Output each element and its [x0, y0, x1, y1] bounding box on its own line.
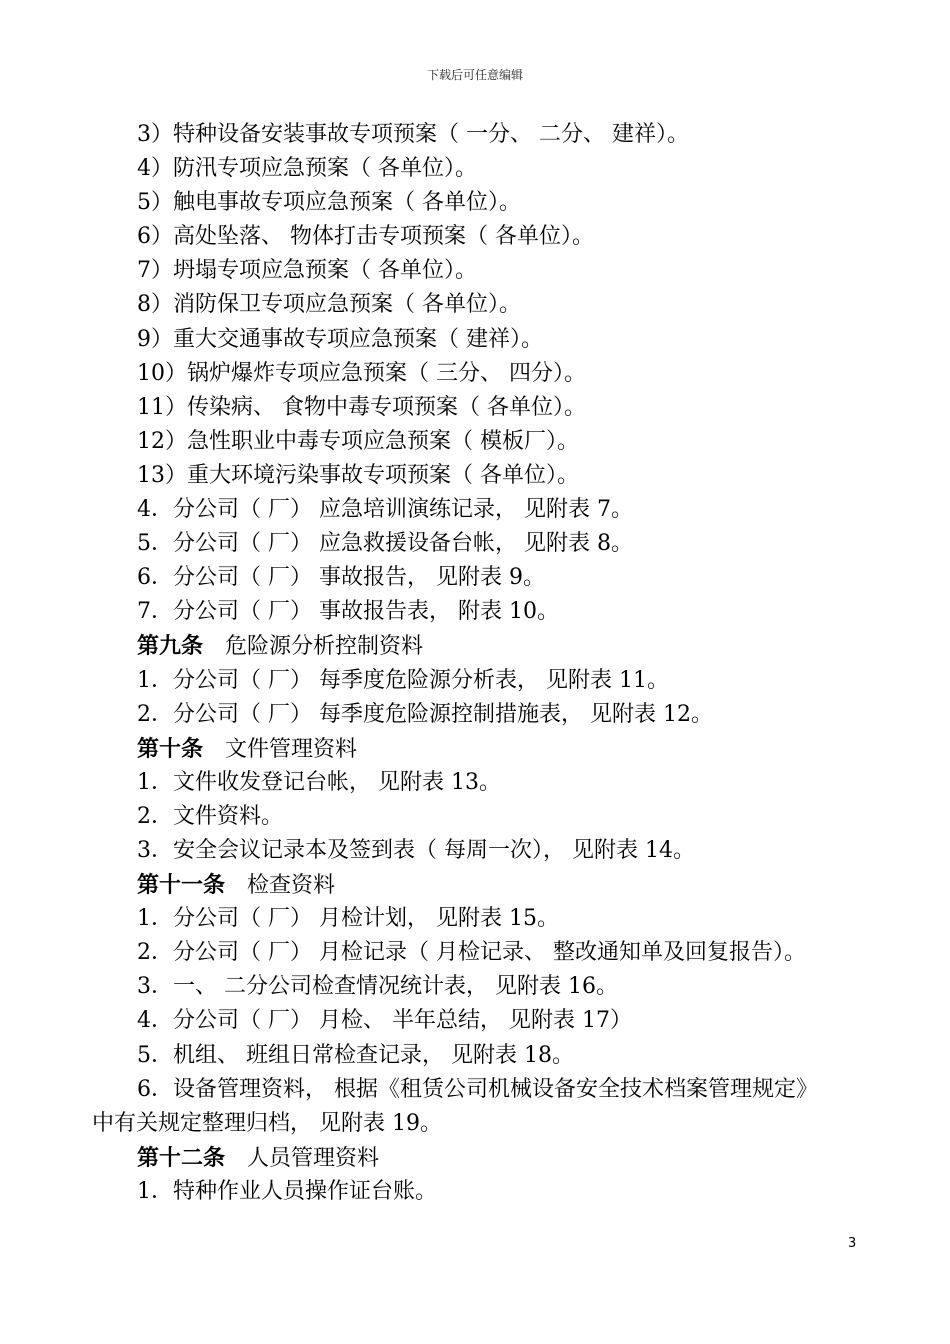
section-title: 危险源分析控制资料 — [225, 634, 424, 660]
list-item: 7．分公司（ 厂） 事故报告表， 附表 10。 — [137, 599, 559, 625]
section-label: 第十条 — [137, 735, 204, 762]
list-item: 1．特种作业人员操作证台账。 — [137, 1178, 437, 1204]
list-item-continuation: 中有关规定整理归档， 见附表 19。 — [92, 1110, 442, 1136]
list-item: 5．分公司（ 厂） 应急救援设备台帐， 见附表 8。 — [137, 531, 633, 557]
section-label: 第十二条 — [137, 1144, 226, 1171]
list-item: 13）重大环境污染事故专项预案（ 各单位）。 — [137, 462, 579, 488]
list-item: 1．文件收发登记台帐， 见附表 13。 — [137, 769, 501, 795]
list-item: 7）坍塌专项应急预案（ 各单位）。 — [137, 258, 477, 284]
list-item: 10）锅炉爆炸专项应急预案（ 三分、 四分）。 — [137, 360, 586, 386]
list-item: 3．安全会议记录本及签到表（ 每周一次）， 见附表 14。 — [137, 837, 695, 863]
list-item-continued: 6．设备管理资料， 根据《租赁公司机械设备安全技术档案管理规定》 — [137, 1076, 818, 1102]
list-item: 3．一、 二分公司检查情况统计表， 见附表 16。 — [137, 974, 618, 1000]
page-header: 下载后可任意编辑 — [426, 68, 523, 82]
section-title: 检查资料 — [247, 873, 336, 899]
section-heading-12 — [92, 1141, 842, 1175]
list-item: 3）特种设备安装事故专项预案（ 一分、 二分、 建祥）。 — [137, 122, 689, 147]
list-item: 1．分公司（ 厂） 月检计划， 见附表 15。 — [137, 906, 559, 932]
list-item: 8）消防保卫专项应急预案（ 各单位）。 — [137, 292, 521, 318]
list-item: 6）高处坠落、 物体打击专项预案（ 各单位）。 — [137, 224, 594, 250]
list-item: 4．分公司（ 厂） 应急培训演练记录， 见附表 7。 — [137, 497, 633, 523]
list-item: 1．分公司（ 厂） 每季度危险源分析表， 见附表 11。 — [137, 667, 669, 693]
list-item: 6．分公司（ 厂） 事故报告， 见附表 9。 — [137, 565, 545, 591]
section-heading-10 — [92, 732, 842, 766]
list-item: 5．机组、 班组日常检查记录， 见附表 18。 — [137, 1042, 574, 1068]
list-item: 9）重大交通事故专项应急预案（ 建祥）。 — [137, 326, 543, 352]
list-item: 2．文件资料。 — [137, 803, 283, 829]
list-item: 2．分公司（ 厂） 每季度危险源控制措施表， 见附表 12。 — [137, 701, 713, 727]
list-item: 2．分公司（ 厂） 月检记录（ 月检记录、 整改通知单及回复报告）。 — [137, 940, 806, 966]
section-title: 文件管理资料 — [225, 736, 358, 762]
document-body — [92, 118, 842, 1209]
section-label: 第十一条 — [137, 872, 226, 899]
section-label: 第九条 — [137, 633, 204, 660]
section-heading-11 — [92, 868, 842, 902]
page-number: 3 — [848, 1236, 857, 1251]
list-item: 4）防汛专项应急预案（ 各单位）。 — [137, 156, 477, 182]
list-item: 5）触电事故专项应急预案（ 各单位）。 — [137, 190, 521, 216]
section-title: 人员管理资料 — [247, 1145, 380, 1171]
section-heading-9 — [92, 629, 842, 663]
list-item: 11）传染病、 食物中毒专项预案（ 各单位）。 — [137, 394, 586, 420]
list-item: 4．分公司（ 厂） 月检、 半年总结， 见附表 17） — [137, 1008, 632, 1034]
list-item: 12）急性职业中毒专项应急预案（ 模板厂）。 — [137, 428, 579, 454]
